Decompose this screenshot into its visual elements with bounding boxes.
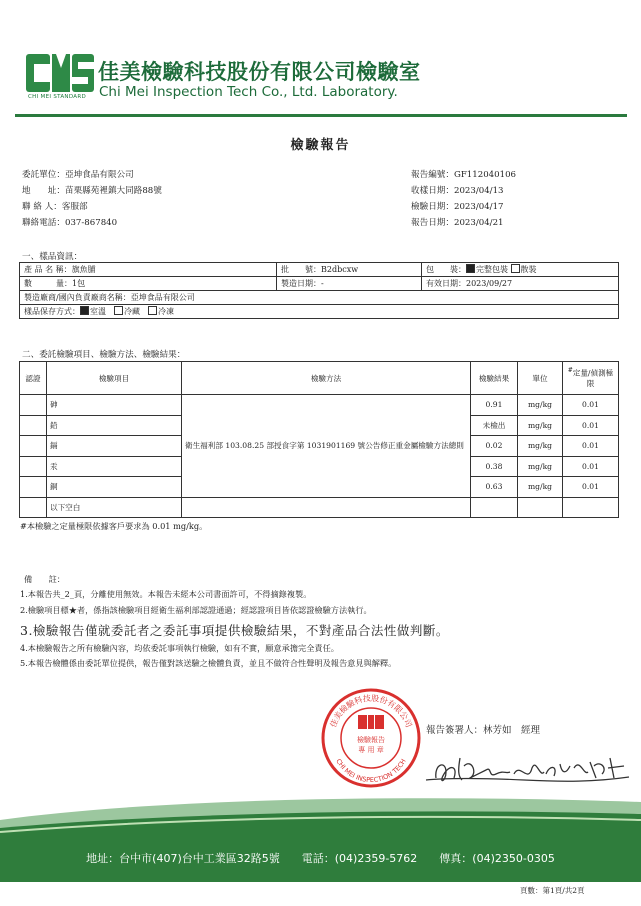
- received-date: 收樣日期：2023/04/13: [411, 186, 504, 196]
- footnote: #本檢驗之定量極限依據客戶要求為 0.01 mg/kg。: [20, 521, 208, 531]
- test-unit: mg/kg: [518, 415, 563, 436]
- packaging: 包 裝： 完整包裝 散裝: [422, 263, 619, 277]
- checkbox-empty: [511, 264, 520, 273]
- checkbox-empty: [148, 306, 157, 315]
- report-number: 報告編號：GF112040106: [411, 170, 517, 180]
- batch-number: 批 號：B2dbcxw: [277, 263, 422, 277]
- test-result: 0.63: [471, 477, 518, 498]
- sample-section-title: 一、樣品資訊：: [22, 252, 83, 262]
- report-title: 檢驗報告: [290, 138, 351, 153]
- note-3: 3.檢驗報告僅就委託者之委託事項提供檢驗結果，不對產品合法性做判斷。: [20, 623, 449, 638]
- test-limit: 0.01: [563, 436, 619, 457]
- logo-subtitle: CHI MEI STANDARD: [28, 94, 86, 100]
- checkbox-checked: [466, 264, 475, 273]
- signer: 報告簽署人：林芳如 經理: [426, 725, 541, 736]
- storage-method: 樣品保存方式： 室溫 冷藏 冷凍: [20, 305, 619, 319]
- header-item: 檢驗項目: [47, 362, 182, 395]
- test-limit: 0.01: [563, 456, 619, 477]
- header-limit: #定量/偵測極限: [563, 362, 619, 395]
- test-unit: mg/kg: [518, 395, 563, 416]
- test-result: 0.02: [471, 436, 518, 457]
- company-seal: [320, 687, 422, 789]
- test-item: 鎘: [47, 436, 182, 457]
- test-unit: mg/kg: [518, 436, 563, 457]
- test-item: 汞: [47, 456, 182, 477]
- header-divider: [15, 114, 627, 117]
- client-unit: 委託單位：亞坤食品有限公司: [22, 170, 134, 180]
- header-result: 檢驗結果: [471, 362, 518, 395]
- test-item: 鉛: [47, 415, 182, 436]
- table-row: [20, 395, 619, 416]
- expiry-date: 有效日期：2023/09/27: [422, 277, 619, 291]
- svg-text:佳美檢驗科技股份有限公司: 佳美檢驗科技股份有限公司: [328, 693, 414, 729]
- table-row: [20, 497, 619, 518]
- svg-text:專 用 章: 專 用 章: [358, 746, 384, 754]
- company-name-english: Chi Mei Inspection Tech Co., Ltd. Laboratory.: [99, 84, 398, 100]
- tests-section-title: 二、委託檢驗項目、檢驗方法、檢驗結果：: [22, 350, 186, 360]
- test-item: 砷: [47, 395, 182, 416]
- svg-text:檢驗報告: 檢驗報告: [357, 736, 385, 744]
- checkbox-checked: [80, 306, 89, 315]
- header-method: 檢驗方法: [182, 362, 471, 395]
- svg-text:CHI MEI INSPECTION TECH: CHI MEI INSPECTION TECH: [334, 757, 408, 785]
- sample-info-table: [19, 262, 619, 319]
- test-result: 未檢出: [471, 415, 518, 436]
- company-name-chinese: 佳美檢驗科技股份有限公司檢驗室: [98, 60, 421, 84]
- test-limit: 0.01: [563, 477, 619, 498]
- footer-band: [0, 792, 641, 882]
- page-number: 頁數：第1頁/共2頁: [520, 886, 585, 895]
- notes-label: 備 註：: [24, 574, 65, 584]
- note-1: 1.本報告共_2_頁，分離使用無效。本報告未經本公司書面許可，不得摘錄複製。: [20, 589, 312, 599]
- test-unit: mg/kg: [518, 477, 563, 498]
- product-name: 產 品 名 稱：旗魚脯: [20, 263, 277, 277]
- test-limit: 0.01: [563, 415, 619, 436]
- test-date: 檢驗日期：2023/04/17: [411, 202, 504, 212]
- test-limit: 0.01: [563, 395, 619, 416]
- note-5: 5.本報告檢體係由委託單位提供，報告僅對該送驗之檢體負責，並且不做符合性聲明及報告意見與解釋。: [20, 658, 397, 668]
- header-unit: 單位: [518, 362, 563, 395]
- quantity: 數 量：1包: [20, 277, 277, 291]
- blank-marker: 以下空白: [47, 497, 182, 518]
- test-item: 銅: [47, 477, 182, 498]
- company-logo: [26, 52, 96, 96]
- checkbox-empty: [114, 306, 123, 315]
- test-method: 衛生福利部 103.08.25 部授食字第 1031901169 號公告修正重金屬檢驗方法總則: [182, 395, 471, 498]
- manufacture-date: 製造日期：-: [277, 277, 422, 291]
- report-date: 報告日期：2023/04/21: [411, 218, 504, 228]
- note-2: 2.檢驗項目標★者，係指該檢驗項目經衛生福利部認證通過；經認證項目皆依認證檢驗方法執行。: [20, 605, 372, 615]
- note-4: 4.本檢驗報告之所有檢驗內容，均依委託事項執行檢驗，如有不實，願意承擔完全責任。: [20, 643, 339, 653]
- results-table: [19, 361, 619, 518]
- handwritten-signature: [424, 744, 634, 796]
- client-phone: 聯絡電話：037-867840: [22, 218, 118, 228]
- test-unit: mg/kg: [518, 456, 563, 477]
- client-contact: 聯 絡 人：客服部: [22, 202, 88, 212]
- header-cert: 認證: [20, 362, 47, 395]
- client-address: 地 址：苗栗縣苑裡鎮大同路88號: [22, 186, 162, 196]
- test-result: 0.91: [471, 395, 518, 416]
- manufacturer: 製造廠商/國內負責廠商名稱：亞坤食品有限公司: [20, 291, 619, 305]
- footer-contact: 地址：台中市(407)台中工業區32路5號 電話：(04)2359-5762 傳真：(04)2350-0305: [86, 852, 555, 865]
- test-result: 0.38: [471, 456, 518, 477]
